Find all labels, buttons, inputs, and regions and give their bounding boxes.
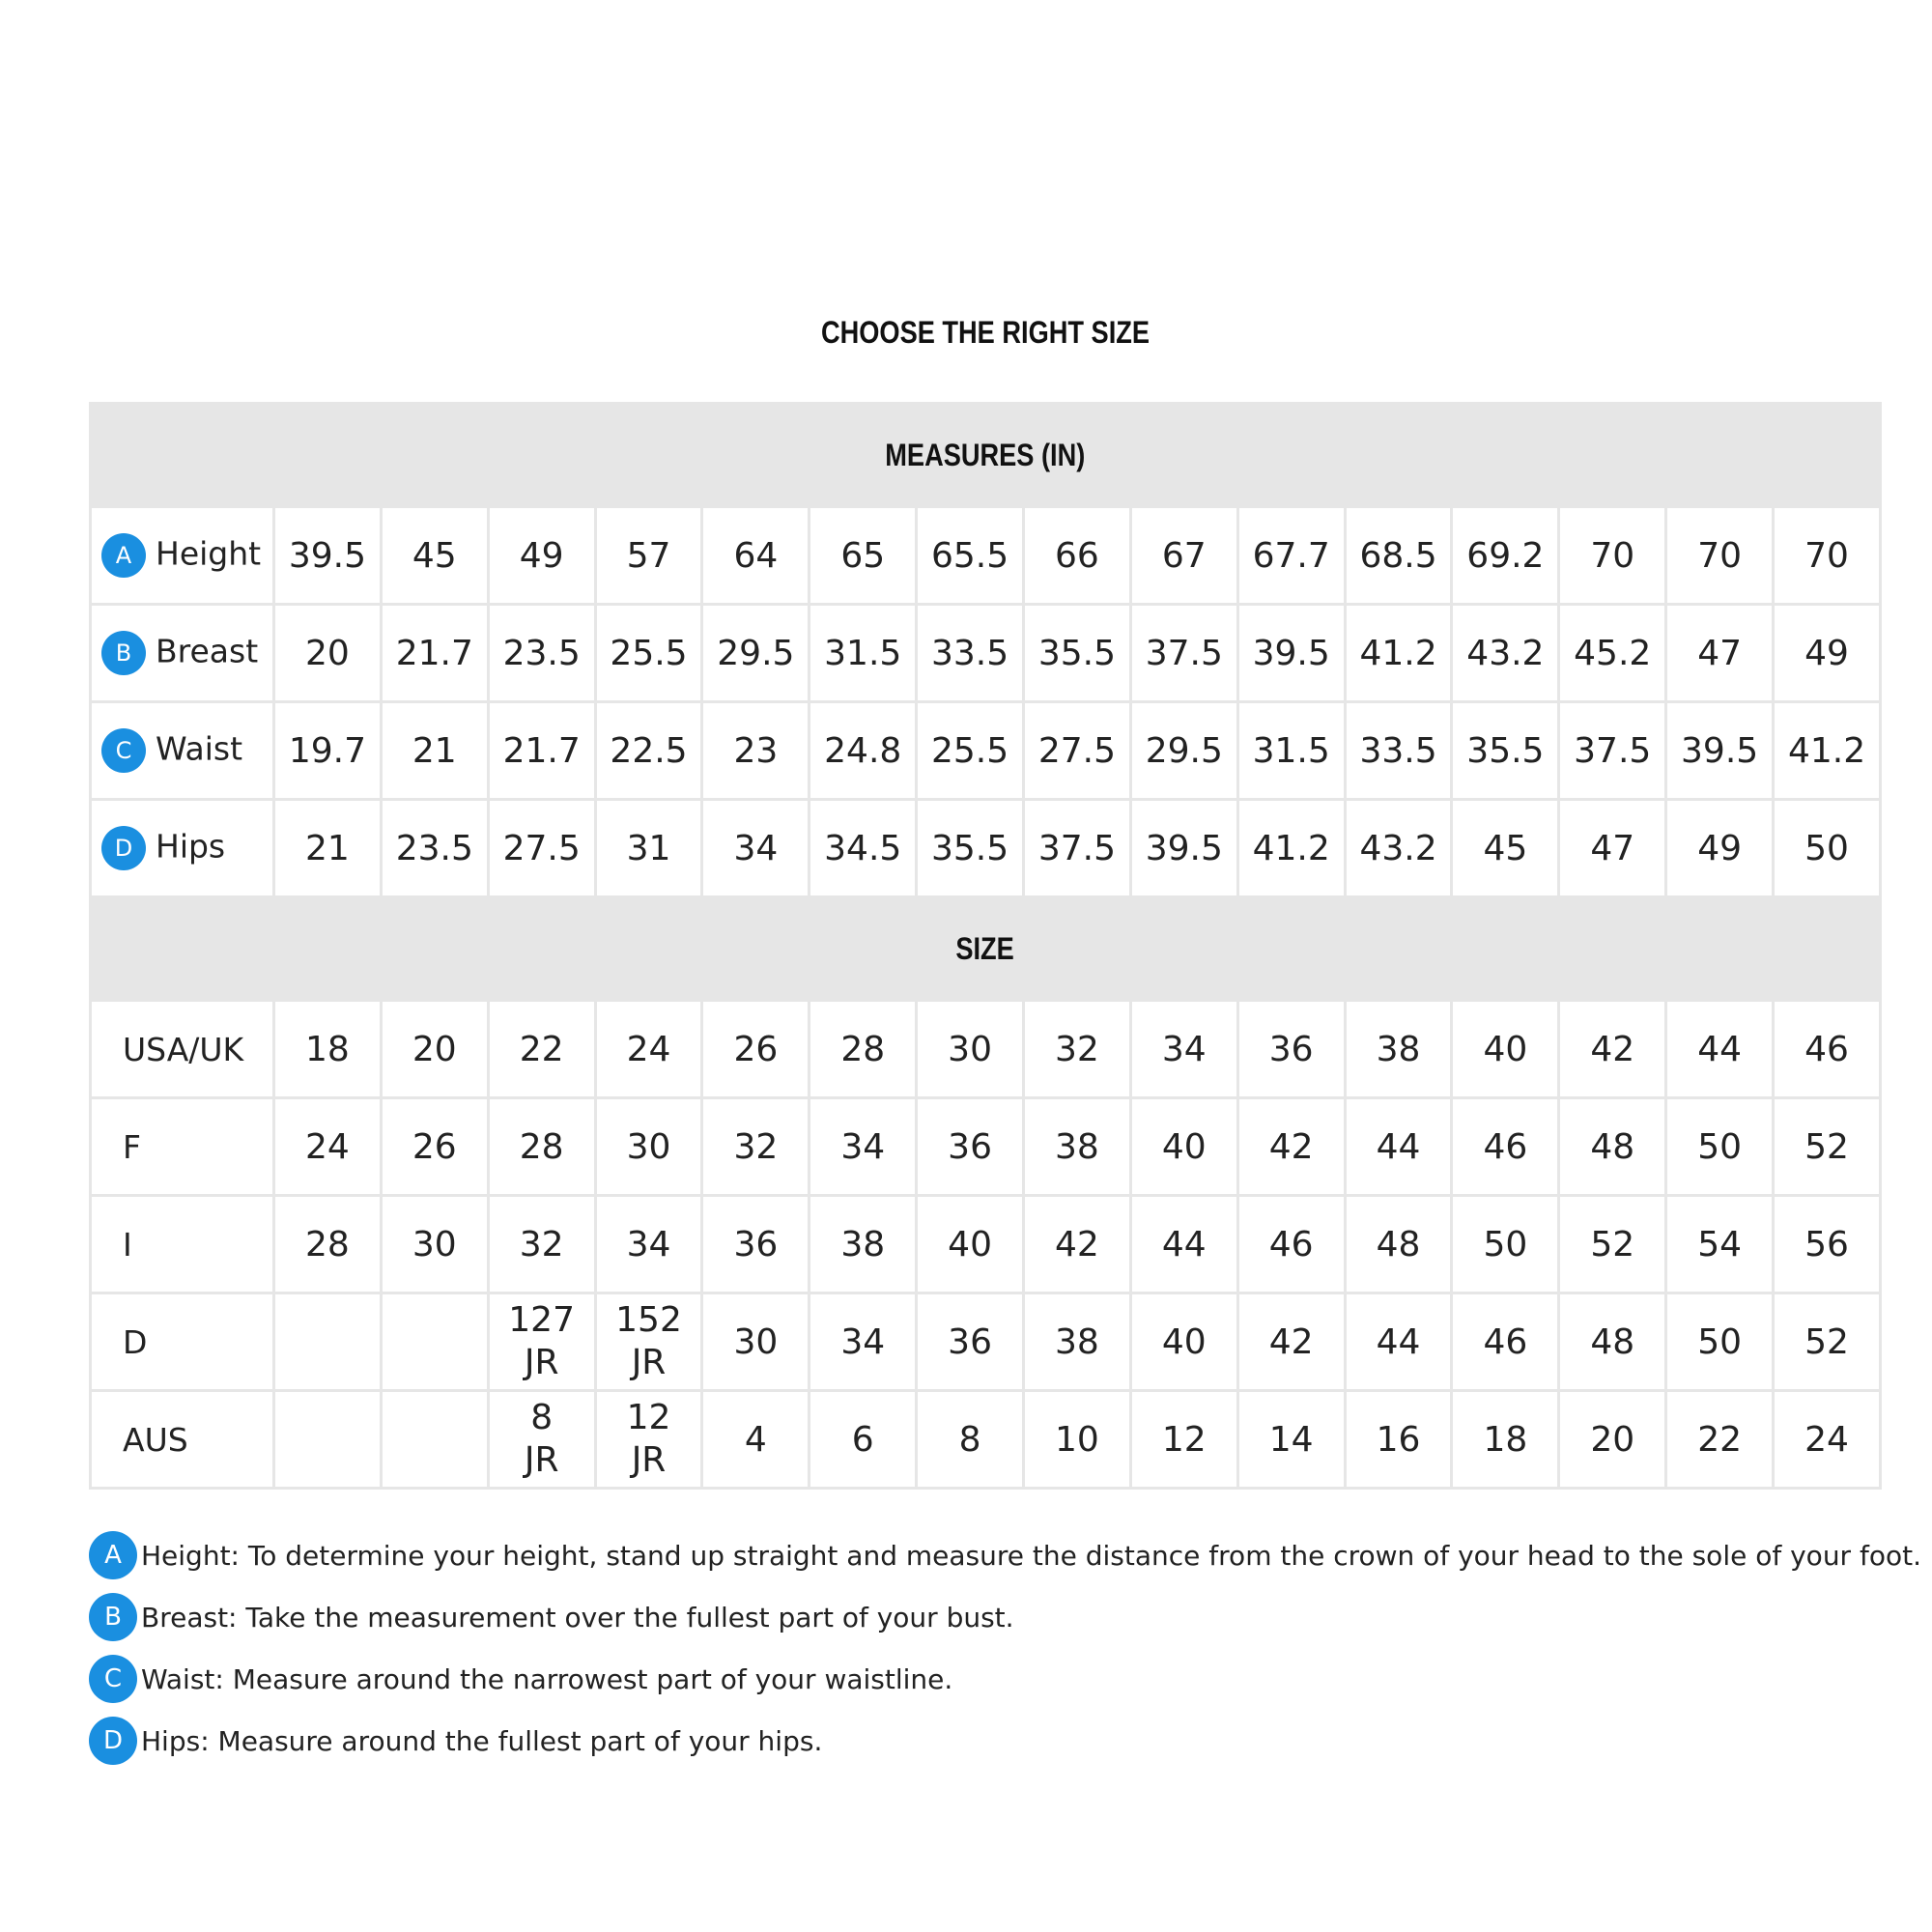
table-cell: 43.2	[1345, 800, 1452, 897]
table-cell: 47	[1666, 605, 1774, 702]
notes-list	[89, 1524, 1921, 1772]
table-cell: 64	[702, 507, 810, 605]
table-cell: 39.5	[1666, 702, 1774, 800]
table-row	[91, 507, 1881, 605]
measures-header-row	[91, 404, 1881, 507]
table-cell: 70	[1559, 507, 1666, 605]
table-cell: 30	[702, 1293, 810, 1391]
table-cell: 46	[1774, 1001, 1881, 1098]
note-text: Height: To determine your height, stand up straight and measure the distance from the crown of your head to the sole of your foot.	[141, 1539, 1921, 1572]
table-cell: 70	[1666, 507, 1774, 605]
size-header: SIZE	[955, 930, 1015, 966]
table-row	[91, 605, 1881, 702]
table-cell: 23	[702, 702, 810, 800]
table-cell: 34	[810, 1293, 917, 1391]
badge-icon: A	[89, 1531, 137, 1579]
table-cell: 31.5	[1237, 702, 1345, 800]
table-cell: 65.5	[917, 507, 1024, 605]
table-cell: 14	[1237, 1391, 1345, 1489]
table-cell: 68.5	[1345, 507, 1452, 605]
table-cell	[381, 1293, 488, 1391]
table-cell: 25.5	[917, 702, 1024, 800]
table-cell: 35.5	[1024, 605, 1131, 702]
table-cell: 8 JR	[488, 1391, 595, 1489]
table-row	[91, 1391, 1881, 1489]
table-cell: 34	[1130, 1001, 1237, 1098]
row-label: USA/UK	[91, 1001, 274, 1098]
table-cell: 23.5	[488, 605, 595, 702]
table-cell: 27.5	[488, 800, 595, 897]
table-cell: 38	[1024, 1293, 1131, 1391]
table-cell: 41.2	[1237, 800, 1345, 897]
table-cell: 45.2	[1559, 605, 1666, 702]
table-cell: 33.5	[1345, 702, 1452, 800]
row-label: D	[91, 1293, 274, 1391]
table-cell: 34	[702, 800, 810, 897]
table-cell: 44	[1130, 1196, 1237, 1293]
table-cell: 21	[381, 702, 488, 800]
note-text: Waist: Measure around the narrowest part of your waistline.	[141, 1662, 953, 1695]
table-cell: 20	[274, 605, 382, 702]
table-cell: 46	[1452, 1098, 1559, 1196]
table-cell: 41.2	[1345, 605, 1452, 702]
size-chart-table	[89, 402, 1882, 1490]
table-cell	[274, 1391, 382, 1489]
table-cell: 4	[702, 1391, 810, 1489]
table-cell: 50	[1666, 1293, 1774, 1391]
measures-header: MEASURES (IN)	[885, 437, 1086, 472]
table-cell: 42	[1237, 1293, 1345, 1391]
table-cell: 19.7	[274, 702, 382, 800]
table-cell: 44	[1345, 1293, 1452, 1391]
table-cell: 36	[917, 1293, 1024, 1391]
table-cell: 34.5	[810, 800, 917, 897]
table-cell: 24	[274, 1098, 382, 1196]
table-row	[91, 1293, 1881, 1391]
table-cell: 39.5	[274, 507, 382, 605]
row-label-text: Waist	[156, 729, 243, 768]
table-cell: 35.5	[1452, 702, 1559, 800]
table-cell: 12	[1130, 1391, 1237, 1489]
badge-icon: D	[89, 1717, 137, 1765]
table-cell: 36	[702, 1196, 810, 1293]
table-cell: 27.5	[1024, 702, 1131, 800]
table-cell: 32	[488, 1196, 595, 1293]
table-cell: 127 JR	[488, 1293, 595, 1391]
table-cell: 28	[810, 1001, 917, 1098]
table-cell: 66	[1024, 507, 1131, 605]
table-cell: 48	[1345, 1196, 1452, 1293]
table-cell: 24.8	[810, 702, 917, 800]
table-cell: 21.7	[488, 702, 595, 800]
table-cell: 65	[810, 507, 917, 605]
table-cell: 40	[917, 1196, 1024, 1293]
size-header-row	[91, 897, 1881, 1001]
table-cell: 57	[595, 507, 702, 605]
list-item	[89, 1710, 1921, 1772]
row-label-text: Hips	[156, 827, 226, 866]
table-cell: 21	[274, 800, 382, 897]
table-cell: 18	[274, 1001, 382, 1098]
table-cell: 35.5	[917, 800, 1024, 897]
badge-icon: B	[101, 631, 146, 675]
table-cell: 40	[1130, 1098, 1237, 1196]
table-cell: 39.5	[1130, 800, 1237, 897]
table-cell: 40	[1130, 1293, 1237, 1391]
table-cell: 29.5	[1130, 702, 1237, 800]
list-item	[89, 1524, 1921, 1586]
badge-icon: A	[101, 533, 146, 578]
table-cell: 45	[381, 507, 488, 605]
table-row	[91, 800, 1881, 897]
table-cell: 37.5	[1559, 702, 1666, 800]
table-cell: 32	[1024, 1001, 1131, 1098]
table-cell: 48	[1559, 1293, 1666, 1391]
table-cell: 52	[1774, 1293, 1881, 1391]
table-cell: 52	[1774, 1098, 1881, 1196]
row-label	[91, 800, 274, 897]
page-title: CHOOSE THE RIGHT SIZE	[820, 315, 1151, 350]
table-cell: 21.7	[381, 605, 488, 702]
table-cell: 28	[488, 1098, 595, 1196]
table-cell: 47	[1559, 800, 1666, 897]
table-cell: 23.5	[381, 800, 488, 897]
note-text: Breast: Take the measurement over the fullest part of your bust.	[141, 1601, 1014, 1634]
table-cell: 12 JR	[595, 1391, 702, 1489]
table-row	[91, 1001, 1881, 1098]
table-cell: 10	[1024, 1391, 1131, 1489]
table-cell: 36	[917, 1098, 1024, 1196]
table-cell: 50	[1774, 800, 1881, 897]
table-cell: 22	[1666, 1391, 1774, 1489]
table-row	[91, 702, 1881, 800]
row-label: AUS	[91, 1391, 274, 1489]
table-cell: 8	[917, 1391, 1024, 1489]
list-item	[89, 1586, 1921, 1648]
table-cell: 70	[1774, 507, 1881, 605]
table-cell: 45	[1452, 800, 1559, 897]
table-cell	[381, 1391, 488, 1489]
table-cell: 67.7	[1237, 507, 1345, 605]
table-cell: 38	[810, 1196, 917, 1293]
table-cell: 50	[1452, 1196, 1559, 1293]
badge-icon: B	[89, 1593, 137, 1641]
list-item	[89, 1648, 1921, 1710]
table-cell: 49	[488, 507, 595, 605]
table-cell: 54	[1666, 1196, 1774, 1293]
row-label	[91, 702, 274, 800]
table-cell: 69.2	[1452, 507, 1559, 605]
table-cell: 25.5	[595, 605, 702, 702]
table-cell	[274, 1293, 382, 1391]
row-label: I	[91, 1196, 274, 1293]
row-label: F	[91, 1098, 274, 1196]
table-cell: 31.5	[810, 605, 917, 702]
table-cell: 6	[810, 1391, 917, 1489]
row-label	[91, 605, 274, 702]
table-cell: 50	[1666, 1098, 1774, 1196]
table-cell: 39.5	[1237, 605, 1345, 702]
table-cell: 16	[1345, 1391, 1452, 1489]
table-cell: 20	[1559, 1391, 1666, 1489]
note-text: Hips: Measure around the fullest part of your hips.	[141, 1724, 823, 1757]
row-label-text: Height	[156, 534, 262, 573]
table-cell: 37.5	[1024, 800, 1131, 897]
table-cell: 38	[1345, 1001, 1452, 1098]
table-cell: 20	[381, 1001, 488, 1098]
table-cell: 49	[1774, 605, 1881, 702]
badge-icon: C	[89, 1655, 137, 1703]
table-cell: 42	[1024, 1196, 1131, 1293]
row-label-text: Breast	[156, 632, 259, 670]
badge-icon: D	[101, 826, 146, 870]
table-cell: 48	[1559, 1098, 1666, 1196]
table-cell: 30	[917, 1001, 1024, 1098]
badge-icon: C	[101, 728, 146, 773]
table-cell: 22.5	[595, 702, 702, 800]
table-cell: 34	[595, 1196, 702, 1293]
table-cell: 24	[1774, 1391, 1881, 1489]
table-cell: 49	[1666, 800, 1774, 897]
table-cell: 30	[381, 1196, 488, 1293]
table-row	[91, 1098, 1881, 1196]
table-cell: 18	[1452, 1391, 1559, 1489]
table-cell: 30	[595, 1098, 702, 1196]
table-cell: 32	[702, 1098, 810, 1196]
row-label	[91, 507, 274, 605]
table-cell: 40	[1452, 1001, 1559, 1098]
table-cell: 44	[1345, 1098, 1452, 1196]
table-cell: 36	[1237, 1001, 1345, 1098]
table-cell: 34	[810, 1098, 917, 1196]
table-cell: 44	[1666, 1001, 1774, 1098]
table-cell: 31	[595, 800, 702, 897]
table-cell: 42	[1237, 1098, 1345, 1196]
table-row	[91, 1196, 1881, 1293]
table-cell: 41.2	[1774, 702, 1881, 800]
table-cell: 29.5	[702, 605, 810, 702]
table-cell: 26	[381, 1098, 488, 1196]
table-cell: 43.2	[1452, 605, 1559, 702]
table-cell: 67	[1130, 507, 1237, 605]
table-cell: 24	[595, 1001, 702, 1098]
table-cell: 42	[1559, 1001, 1666, 1098]
table-cell: 38	[1024, 1098, 1131, 1196]
table-cell: 46	[1237, 1196, 1345, 1293]
table-cell: 33.5	[917, 605, 1024, 702]
table-cell: 152 JR	[595, 1293, 702, 1391]
table-cell: 28	[274, 1196, 382, 1293]
table-cell: 56	[1774, 1196, 1881, 1293]
table-cell: 22	[488, 1001, 595, 1098]
table-cell: 52	[1559, 1196, 1666, 1293]
table-cell: 26	[702, 1001, 810, 1098]
table-cell: 46	[1452, 1293, 1559, 1391]
table-cell: 37.5	[1130, 605, 1237, 702]
